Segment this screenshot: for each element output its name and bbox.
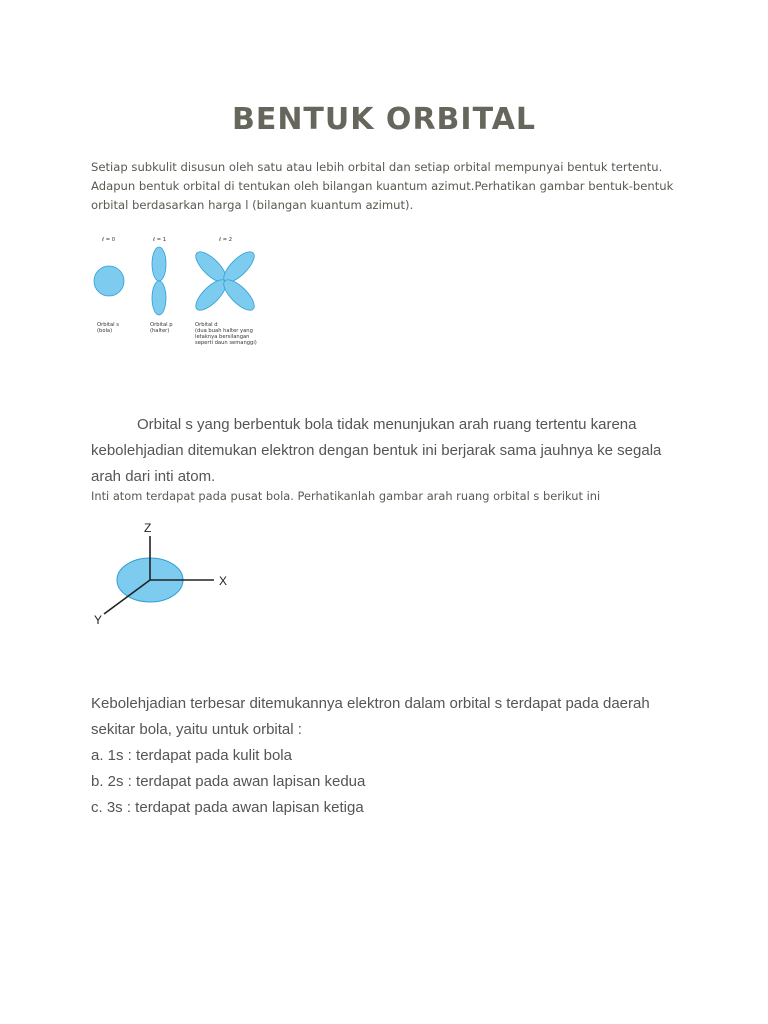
s-orbital-sphere xyxy=(94,266,124,296)
p-orbital-upper-lobe xyxy=(152,247,166,281)
intro-paragraph: Setiap subkulit disusun oleh satu atau lebih orbital dan setiap orbital mempunyai bentuk tertentu. Adapun bentuk orbital di tentukan oleh bilangan kuantum azimut.Perhatikan gambar bentuk-bentuk orbital berdasarkan harga l (bilangan kuantum azimut). xyxy=(91,160,674,212)
d-orbital-clover xyxy=(191,247,259,315)
kebolehjadian-line-1: Kebolehjadian terbesar ditemukannya elektron dalam orbital s terdapat pada daerah xyxy=(91,695,650,712)
d-orbital-caption-2: (dua buah halter yang xyxy=(195,328,253,334)
s-orbital-axes-figure xyxy=(90,518,250,628)
kebolehjadian-paragraph xyxy=(91,691,691,821)
s-orbital-caption-1: Orbital s xyxy=(97,322,119,328)
page-title: BENTUK ORBITAL xyxy=(231,102,537,137)
d-orbital-header: ℓ = 2 xyxy=(219,237,233,243)
list-item: b. 2s : terdapat pada awan lapisan kedua xyxy=(91,773,366,790)
p-orbital-caption-2: (halter) xyxy=(150,328,170,334)
s-orbital-header: ℓ = 0 xyxy=(102,237,116,243)
p-orbital-header: ℓ = 1 xyxy=(153,237,167,243)
orbital-shapes-figure xyxy=(90,232,290,362)
y-axis-label: Y xyxy=(94,613,103,627)
orbital-s-paragraph xyxy=(91,412,691,490)
x-axis-label: X xyxy=(219,574,228,588)
z-axis-label: Z xyxy=(144,521,152,535)
inti-atom-sentence: Inti atom terdapat pada pusat bola. Perhatikanlah gambar arah ruang orbital s berikut ini xyxy=(91,489,601,503)
list-item: c. 3s : terdapat pada awan lapisan ketiga xyxy=(91,799,364,816)
d-orbital-caption-1: Orbital d xyxy=(195,322,218,328)
list-item: a. 1s : terdapat pada kulit bola xyxy=(91,747,292,764)
p-orbital-lower-lobe xyxy=(152,281,166,315)
orbital-s-line-2: kebolehjadian ditemukan elektron dengan bentuk ini berjarak sama jauhnya ke segala xyxy=(91,442,662,459)
p-orbital-caption-1: Orbital p xyxy=(150,322,173,328)
orbital-s-line-1: Orbital s yang berbentuk bola tidak menunjukan arah ruang tertentu karena xyxy=(137,416,637,433)
d-orbital-caption-4: seperti daun semanggi) xyxy=(195,340,257,346)
d-orbital-caption-3: letaknya bersilangan xyxy=(195,334,250,340)
orbital-s-line-3: arah dari inti atom. xyxy=(91,468,216,485)
s-orbital-caption-2: (bola) xyxy=(97,328,113,334)
kebolehjadian-line-2: sekitar bola, yaitu untuk orbital : xyxy=(91,721,302,738)
